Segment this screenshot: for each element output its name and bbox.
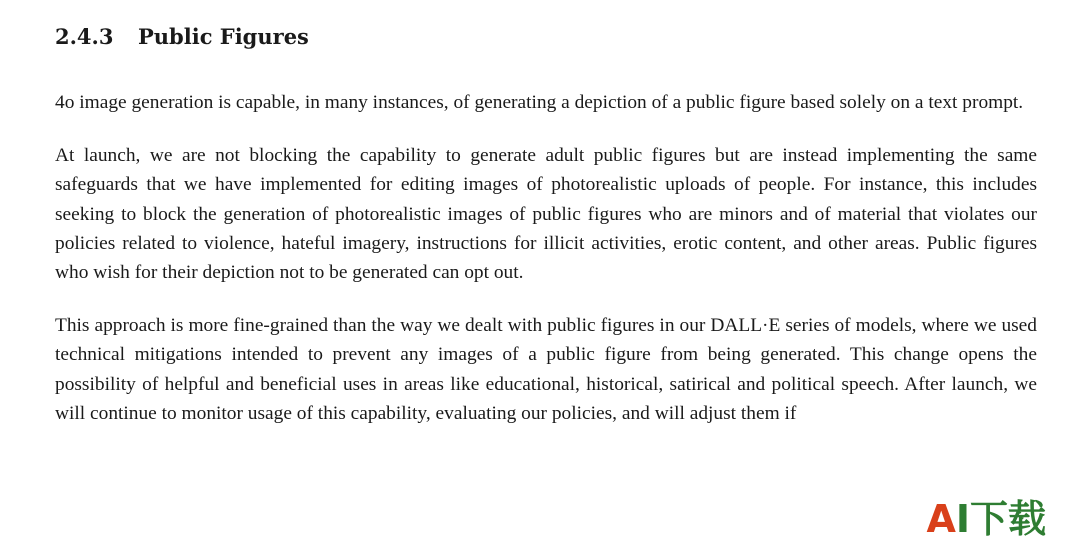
watermark-letter: A xyxy=(926,497,956,541)
watermark-text: I下载 xyxy=(955,497,1046,541)
watermark-logo xyxy=(920,497,1046,541)
paragraph-safeguards: At launch, we are not blocking the capability to generate adult public figures but are instead implementing the same safeguards that we have implemented for editing images of photorealistic uploads of people. For instance, this includes seeking to block the generation of photorealistic images of public figures who are minors and of material that violates our policies related to violence, hateful imagery, instructions for illicit activities, erotic content, and other areas. Public figures who wish for their depiction not to be generated can opt out. xyxy=(55,145,1037,284)
section-title: Public Figures xyxy=(138,24,309,49)
paragraph-intro: 4o image generation is capable, in many instances, of generating a depiction of a public figure based solely on a text prompt. xyxy=(55,92,1024,113)
document-page xyxy=(55,20,1037,428)
section-number: 2.4.3 xyxy=(55,24,114,49)
paragraph-approach: This approach is more fine-grained than the way we dealt with public figures in our DALL·E series of models, where we used technical mitigations intended to prevent any images of a public figure from being generated. This change opens the possibility of helpful and beneficial uses in areas like educational, historical, satirical and political speech. After launch, we will continue to monitor usage of this capability, evaluating our policies, and will adjust them if xyxy=(55,315,1037,424)
section-heading xyxy=(55,20,1037,54)
